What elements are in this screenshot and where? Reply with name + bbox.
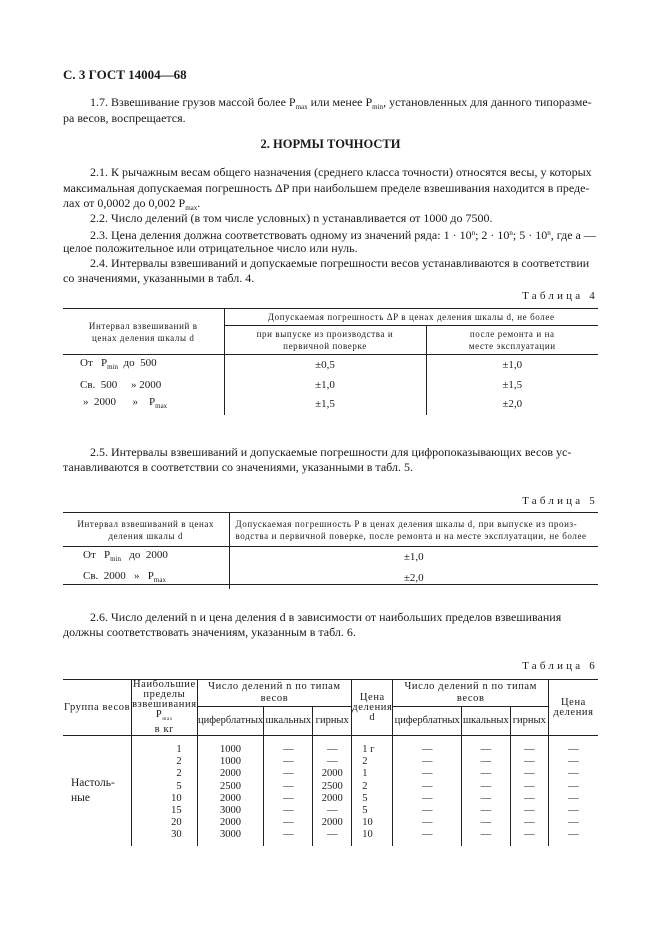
limit-column [132,736,198,846]
subscript: min [107,363,119,371]
subscript: max [185,204,198,212]
table-6-value: — [480,817,492,829]
table-6-header-scale: шкальных [264,707,313,736]
text-part: 500 [100,378,118,391]
table-5-header-error [229,513,598,547]
table-6-value: — [524,829,535,841]
table-row [63,736,598,846]
value-cell: ±1,0 [224,376,426,394]
text-part: » [83,396,89,408]
subscript: max [155,402,168,410]
table-6-value: — [480,744,492,755]
interval-cell [63,394,224,415]
dash-column [548,736,598,846]
paragraph-2-6-line-2: должны соответствовать значениям, указанным в табл. 6. [63,625,356,639]
text-part: От [83,549,96,561]
table-5 [63,512,598,589]
table-6-header-scale-2: шкальных [462,707,511,736]
table-6-value: — [524,756,535,768]
table-6-value: 2000 [321,768,343,780]
table-6-value: — [524,805,535,817]
text-part: . [197,196,201,210]
dash-column [510,736,548,846]
price-column [352,736,393,846]
table-6-value: — [568,756,579,768]
text-part: 2000 [145,549,168,561]
table-6-value: — [326,744,338,755]
weight-column [313,736,352,846]
table-6-value: 2500 [220,780,242,792]
group-label: Настоль-ные [71,776,115,804]
table-row [63,568,598,589]
table-6-value: 2 [176,756,182,768]
text-part: Св. [80,378,96,391]
paragraph-2-1-line-1: 2.1. К рычажным весам общего назначения (среднего класса точности) относятся весы, у которых [90,165,592,179]
value-cell: ±0,5 [224,355,426,377]
table-6-value: 1000 [220,756,242,768]
table-6-value: — [421,744,433,755]
table-6-value: 1 г [362,744,375,755]
value-cell: ±1,0 [229,547,598,569]
text-part: От [80,357,93,369]
table-6-value: — [421,756,433,768]
text-part: 2000 [103,570,126,582]
table-6-value: 20 [171,817,182,829]
table-6-value: — [283,744,294,755]
table-6-value: — [568,817,579,829]
table-6-value: — [524,817,535,829]
interval-cell [63,547,229,569]
table-6-value: — [326,829,338,841]
text-part: до [123,357,135,369]
table-6-value: 5 [176,780,182,792]
subscript: max [295,103,308,111]
table-6-value: — [283,780,294,792]
table-6-value: 15 [171,805,182,817]
value-cell: ±1,5 [224,394,426,415]
table-6-header-price-1: Цена деления d [352,680,393,736]
table-6-value: — [421,829,433,841]
table-6-value: — [568,768,579,780]
table-6-value: 2000 [220,792,242,804]
table-row [63,376,598,394]
value-cell: ±1,5 [426,376,598,394]
text-part: , где a — [550,228,596,242]
table-6-value: 10 [362,829,373,841]
text-part: 2000 [94,396,116,408]
table-6-value: — [421,805,433,817]
text-part: P [147,570,154,582]
text-part: P [101,357,108,369]
table-6-header-group: Группа весов [63,680,132,736]
paragraph-2-4-line-1: 2.4. Интервалы взвешиваний и допускаемые погрешности весов устанавливаются в соответствии [90,256,590,270]
dash-column [393,736,462,846]
table-4-header-initial: при выпуске из производства и первичной поверке [224,326,426,355]
text-part: » [132,396,138,408]
paragraph-2-2: 2.2. Число делений (в том числе условных) n устанавливается от 1000 до 7500. [90,211,493,225]
table-row [63,547,598,569]
table-4-caption: Таблица 4 [522,290,598,302]
table-6-value: 3000 [220,805,242,817]
text-part: P [149,396,156,408]
table-5-header-interval: Интервал взвешиваний в ценах деления шкалы d [63,513,229,547]
table-6-value: 3000 [220,829,242,841]
table-6-value: — [568,792,579,804]
table-6-value: — [421,817,433,829]
section-title: 2. НОРМЫ ТОЧНОСТИ [260,137,401,151]
table-row [63,394,598,415]
table-6-value: 30 [171,829,182,841]
value-cell: ±2,0 [229,568,598,589]
text-part: 1.7. Взвешивание грузов массой более P [90,95,296,109]
table-6-value: 1 [176,744,182,755]
table-row [63,355,598,377]
table-6-value: — [421,792,433,804]
table-5-bottom-rule [63,584,598,585]
text-part: 500 [140,357,157,369]
table-6-value: 10 [171,792,182,804]
table-6-value: 2 [362,756,368,768]
table-6-value: 5 [362,805,368,817]
table-6-value: — [283,756,294,768]
table-6 [63,679,598,846]
subscript: max [153,576,166,584]
interval-cell [63,376,224,394]
table-6-value: 2 [362,780,368,792]
table-6-value: 2000 [220,768,242,780]
table-6-value: — [524,780,535,792]
table-5-caption: Таблица 5 [522,495,598,507]
interval-cell [63,568,229,589]
text-part: в кг [154,724,175,735]
text-part: лах от 0,0002 до 0,002 P [63,196,186,210]
scale-column [264,736,313,846]
superscript: n [547,229,551,237]
table-4-header-repair: после ремонта и на месте эксплуатации [426,326,598,355]
text-part: ; 2 · 10 [475,228,510,242]
subscript: min [110,555,122,563]
table-6-value: — [283,817,294,829]
paragraph-2-6-line-1: 2.6. Число делений n и цена деления d в зависимости от наибольших пределов взвешивания [90,610,562,624]
paragraph-2-1-line-2: максимальная допускаемая погрешность ΔP при наибольшем пределе взвешивания находится в преде- [63,181,590,195]
subscript: min [372,103,384,111]
table-6-value: 1000 [220,744,242,755]
text-part: » [131,378,137,391]
text-part: до [129,549,141,561]
superscript: n [509,229,513,237]
table-6-value: — [283,829,294,841]
interval-cell [63,355,224,377]
superscript: n [471,229,476,237]
table-6-value: 5 [362,792,368,804]
table-6-header-price-2: Цена деления [548,680,598,736]
text-part: 2000 [139,378,162,391]
table-6-value: — [568,744,579,755]
table-6-value: — [480,756,492,768]
text-part: P [104,549,111,561]
text-part: ; 5 · 10 [512,228,548,242]
table-6-value: 2000 [220,817,242,829]
dash-column [462,736,511,846]
table-6-value: — [568,829,579,841]
table-6-value: — [326,756,338,768]
table-6-value: — [421,768,433,780]
table-4-header-group: Допускаемая погрешность ΔP в ценах деления шкалы d, не более [224,309,598,326]
table-6-value: — [283,768,294,780]
table-6-value: 2 [176,768,182,780]
text-part: » [134,570,140,582]
table-6-value: — [326,805,338,817]
subscript: max [162,717,173,722]
text-part: 2.3. Цена деления должна соответствовать одному из значений ряда: 1 · 10 [90,228,472,242]
table-6-header-count-2: Число делений n по типам весов [393,680,549,707]
table-6-value: — [480,792,492,804]
paragraph-2-5-line-1: 2.5. Интервалы взвешиваний и допускаемые погрешности для цифропоказывающих весов ус- [90,445,572,459]
text-part: или менее P [307,95,373,109]
header-line: водства и первичной поверке, после ремонта и на месте эксплуатации, не более [235,530,587,541]
paragraph-2-3-line-2: целое положительное или отрицательное число или нуль. [63,241,358,255]
value-cell: ±1,0 [426,355,598,377]
table-4 [63,308,598,415]
table-6-value: 2000 [321,817,343,829]
page-header: С. 3 ГОСТ 14004—68 [63,67,187,82]
table-6-value: 2500 [321,780,343,792]
table-6-value: — [568,780,579,792]
table-6-header-dial: циферблатных [197,707,264,736]
text-part: Наибольшие пределы взвешивания P [132,679,197,720]
table-6-header-dial-2: циферблатных [393,707,462,736]
paragraph-2-5-line-2: танавливаются в соответствии со значениями, указанными в табл. 5. [63,460,413,474]
table-6-value: — [524,744,535,755]
table-6-value: — [480,829,492,841]
group-cell [63,736,132,846]
table-6-value: — [568,805,579,817]
table-6-value: — [524,768,535,780]
table-6-header-limit [132,680,198,736]
table-6-header-weight: гирных [313,707,352,736]
text-part: , установленных для данного типоразме- [383,95,592,109]
paragraph-2-4-line-2: со значениями, указанными в табл. 4. [63,271,255,285]
table-6-header-count-1: Число делений n по типам весов [197,680,352,707]
table-6-value: — [283,805,294,817]
header-line: Допускаемая погрешность P в ценах деления шкалы d, при выпуске из произ- [235,518,578,529]
text-part: Св. [83,570,99,582]
table-6-value: 1 [362,768,368,780]
dial-column [197,736,264,846]
table-6-value: — [283,792,294,804]
table-6-value: — [480,768,492,780]
table-4-header-interval: Интервал взвешиваний в ценах деления шкалы d [63,309,224,355]
table-6-value: 10 [362,817,373,829]
table-6-header-weight-2: гирных [510,707,548,736]
table-6-value: — [480,780,492,792]
table-6-value: — [421,780,433,792]
table-6-caption: Таблица 6 [522,660,598,672]
table-6-value: 2000 [321,792,343,804]
table-6-value: — [480,805,492,817]
table-6-value: — [524,792,535,804]
paragraph-1-7-line-2: ра весов, воспрещается. [63,111,186,125]
value-cell: ±2,0 [426,394,598,415]
